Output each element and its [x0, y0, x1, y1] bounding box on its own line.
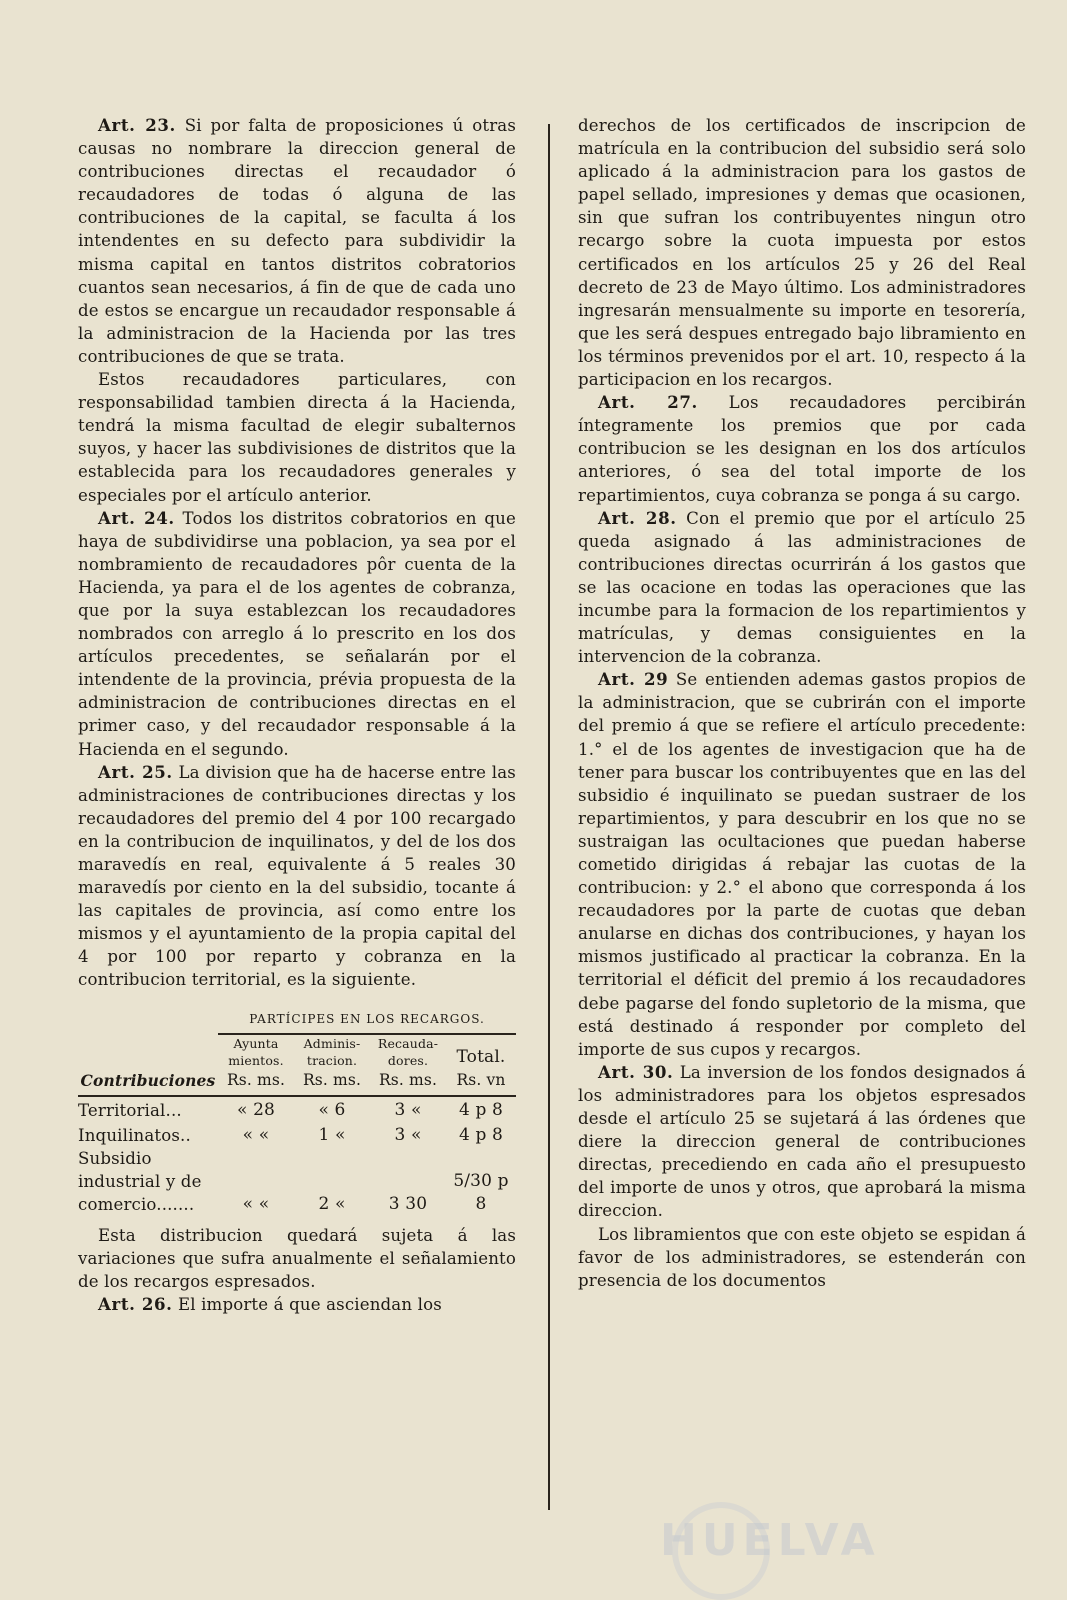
article-26-label: Art. 26.	[98, 1294, 173, 1315]
article-30	[578, 1061, 1026, 1223]
cell-administracion: 2 «	[318, 1193, 346, 1214]
article-24-text: Todos los distritos cobratorios en que haya de subdividirse una poblacion, ya sea por el nombramiento de recaudadores pôr cuenta de la Hacienda, ya para el de los agentes de cobranza, que por la suya establezcan los recaudadores nombrados con arreglo á lo prescrito en los dos artículos precedentes, se señalarán por el intendente de la provincia, prévia propuesta de la administracion de contribuciones directas en el primer caso, y del recaudador responsable á la Hacienda en el segundo.	[78, 508, 516, 759]
right-column	[578, 114, 1026, 1292]
article-26-text: El importe á que asciendan los	[177, 1295, 442, 1315]
table-row	[78, 1096, 516, 1122]
cell-ayuntamientos: « 28	[236, 1099, 276, 1120]
unit-administracion: Rs. ms.	[294, 1069, 370, 1096]
unit-total: Rs. vn	[446, 1069, 516, 1096]
watermark: HUELVA	[660, 1515, 880, 1566]
cell-total: 5/30 p 8	[453, 1170, 509, 1214]
article-30-label: Art. 30.	[598, 1061, 674, 1082]
cell-total: 4 p 8	[458, 1124, 504, 1145]
article-28-label: Art. 28.	[598, 507, 677, 528]
article-25	[78, 761, 516, 992]
article-28	[578, 507, 1026, 669]
cell-recaudadores: 3 «	[394, 1099, 422, 1120]
article-25-text: La division que ha de hacerse entre las administraciones de contribuciones directas y los recaudadores del premio del 4 por 100 recargado en la contribucion de inquilinatos, y del de los dos maravedís en real, equivalente á 5 reales 30 maravedís por ciento en la del subsidio, tocante á las capitales de provincia, así como entre los mismos y el ayuntamiento de la propia capital del 4 por 100 por reparto y cobranza en la contribucion territorial, es la siguiente.	[78, 762, 516, 990]
cell-administracion: « 6	[318, 1099, 346, 1120]
article-27	[578, 391, 1026, 506]
cell-ayuntamientos: « «	[242, 1193, 270, 1214]
column-divider	[548, 124, 550, 1510]
article-24-label: Art. 24.	[98, 507, 175, 528]
row-label: Territorial...	[78, 1100, 182, 1120]
col-total: Total.	[456, 1046, 506, 1067]
article-29-label: Art. 29	[598, 669, 669, 690]
cell-ayuntamientos: « «	[242, 1124, 270, 1145]
row-label: Subsidio industrial y de comercio.......	[78, 1148, 202, 1214]
article-23	[78, 114, 516, 368]
paragraph-distribucion: Esta distribucion quedará sujeta á las variaciones que sufra anualmente el señalamiento de los recargos espresados.	[78, 1226, 516, 1292]
col-ayuntamientos: Ayunta mientos.	[228, 1035, 284, 1068]
paragraph-recaudadores: Estos recaudadores particulares, con responsabilidad tambien directa á la Hacienda, tendrá la misma facultad de elegir subalternos suyos, y hacer las subdivisiones de distritos que la establecida para los recaudadores generales y especiales por el artículo anterior.	[78, 370, 516, 505]
table-title: PARTÍCIPES EN LOS RECARGOS.	[218, 1008, 516, 1034]
col-recaudadores: Recauda- dores.	[377, 1035, 439, 1068]
article-30-text: La inversion de los fondos designados á los administradores para los objetos espresados desde el artículo 25 se sujetará á las órdenes que diere la direccion general de contribuciones directas, precediendo en cada año el presupuesto del importe de unos y otros, que aprobará la misma direccion.	[578, 1062, 1026, 1221]
col-administracion: Adminis- tracion.	[303, 1035, 361, 1068]
cell-recaudadores: 3 30	[388, 1193, 428, 1214]
article-28-text: Con el premio que por el artículo 25 queda asignado á las administraciones de contribuciones directas ocurrirán á los gastos que se las ocacione en todas las operaciones que las incumbe para la formacion de los repartimientos y matrículas, y demas consiguientes en la intervencion de la cobranza.	[578, 508, 1026, 667]
article-27-text: Los recaudadores percibirán íntegramente los premios que por cada contribucion se les designan en los dos artículos anteriores, ó sea del total importe de los repartimientos, cuya cobranza se ponga á su cargo.	[578, 393, 1026, 505]
unit-recaudadores: Rs. ms.	[370, 1069, 446, 1096]
unit-ayuntamientos: Rs. ms.	[218, 1069, 294, 1096]
cell-administracion: 1 «	[318, 1124, 346, 1145]
article-24	[78, 507, 516, 761]
recargos-table	[78, 1008, 516, 1216]
row-label: Inquilinatos..	[78, 1125, 191, 1145]
article-23-text: Si por falta de proposiciones ú otras causas no nombrare la direccion general de contribuciones directas el recaudador ó recaudadores de todas ó alguna de las contribuciones de la capital, se faculta á los intendentes en su defecto para subdividir la misma capital en tantos distritos cobratorios cuantos sean necesarios, á fin de que de cada uno de estos se encargue un recaudador responsable á la administracion de la Hacienda por las tres contribuciones de que se trata.	[78, 116, 516, 366]
left-column	[78, 114, 516, 1316]
paragraph-libramientos: Los libramientos que con este objeto se espidan á favor de los administradores, se estenderán con presencia de los documentos	[578, 1224, 1026, 1290]
article-29	[578, 668, 1026, 1061]
article-23-label: Art. 23.	[98, 115, 176, 135]
table-row	[78, 1147, 516, 1216]
article-29-text: Se entienden ademas gastos propios de la administracion, que se cubrirán con el importe del premio á que se refiere el artículo precedente: 1.° el de los agentes de investigacion que ha de tener para buscar los contribuyentes que en las del subsidio é inquilinato se puedan sustraer de los repartimientos, y para descubrir en los que no se sustraigan las ocultaciones que puedan haberse cometido dirigidas á rebajar las cuotas de la contribucion: y 2.° el abono que corresponda á los recaudadores por la parte de cuotas que deban anularse en dichas dos contribuciones, y hayan los mismos justificado al practicar la cobranza. En la territorial el déficit del premio á los recaudadores debe pagarse del fondo supletorio de la misma, que está destinado á responder por completo del importe de sus cupos y recargos.	[578, 670, 1026, 1059]
row-header-contribuciones: Contribuciones	[78, 1069, 218, 1096]
table-row	[78, 1122, 516, 1147]
cell-total: 4 p 8	[458, 1099, 504, 1120]
cell-recaudadores: 3 «	[394, 1124, 422, 1145]
article-27-label: Art. 27.	[598, 392, 698, 413]
article-26	[78, 1293, 516, 1316]
article-25-label: Art. 25.	[98, 761, 173, 782]
paragraph-continuation: derechos de los certificados de inscripcion de matrícula en la contribucion del subsidio será solo aplicado á la administracion para los gastos de papel sellado, impresiones y demas que ocasionen, sin que sufran los contribuyentes ningun otro recargo sobre la cuota impuesta por estos certificados en los artículos 25 y 26 del Real decreto de 23 de Mayo último. Los administradores ingresarán mensualmente su importe en tesorería, que les será despues entregado bajo libramiento en los términos prevenidos por el art. 10, respecto á la participacion en los recargos.	[578, 116, 1026, 390]
